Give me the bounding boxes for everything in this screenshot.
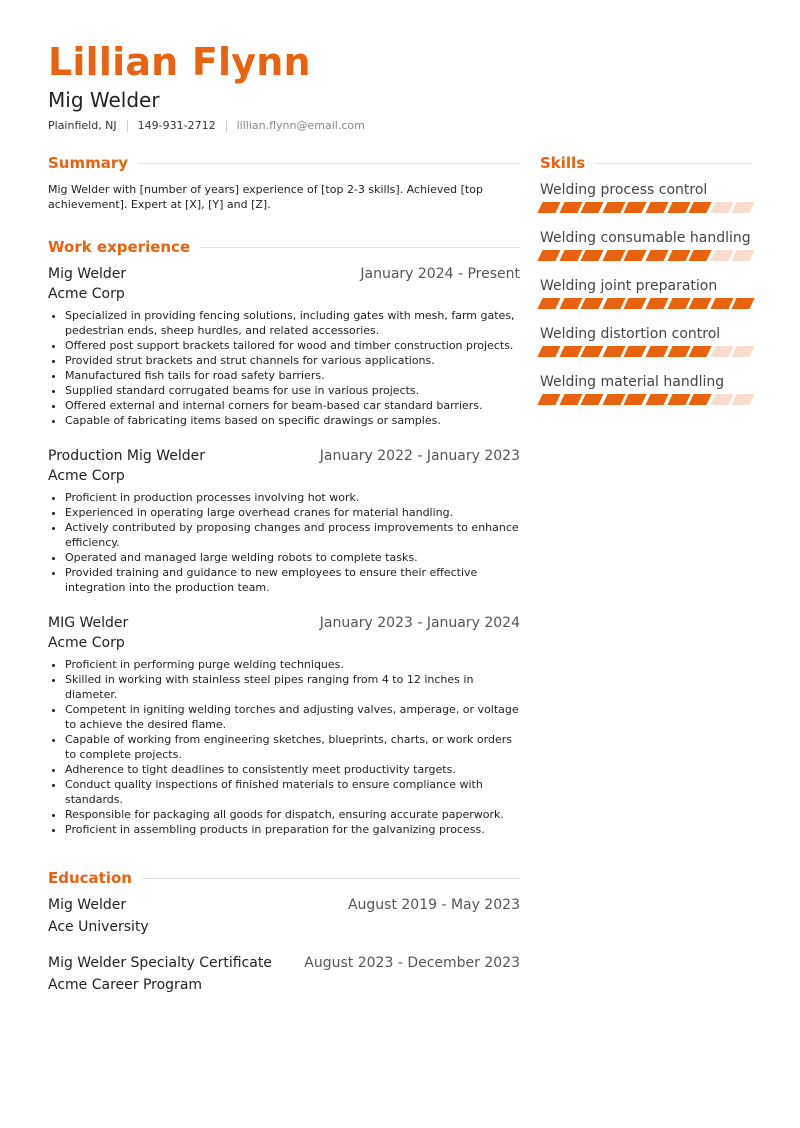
skill-segment-filled — [645, 298, 668, 309]
section-divider — [200, 247, 520, 248]
skill-segment-filled — [537, 298, 560, 309]
job-company: Acme Corp — [48, 468, 125, 484]
contact-divider — [226, 120, 227, 132]
education-header — [48, 897, 520, 913]
phone-text: 149-931-2712 — [137, 119, 216, 132]
skill-segment-filled — [581, 202, 604, 213]
job-entry — [48, 615, 520, 837]
job-title: Production Mig Welder — [48, 448, 206, 464]
education-dates: August 2019 - May 2023 — [347, 897, 520, 913]
sidebar-column — [540, 152, 752, 422]
skill-segment-filled — [689, 394, 712, 405]
skill-segment-empty — [732, 250, 755, 261]
skill-segment-filled — [732, 298, 755, 309]
skill-segment-filled — [537, 202, 560, 213]
job-header — [48, 448, 520, 464]
skill-segment-filled — [689, 298, 712, 309]
skill-item — [540, 182, 752, 213]
list-item: • Conduct quality inspections of finished materials to ensure compliance with standards. — [65, 777, 520, 807]
skill-segment-filled — [689, 250, 712, 261]
main-column — [48, 152, 520, 993]
school-name: Ace University — [48, 919, 149, 935]
skill-segment-filled — [667, 250, 690, 261]
job-bullets — [48, 490, 520, 595]
contact-divider — [127, 120, 128, 132]
job-bullets — [48, 657, 520, 837]
skill-segment-filled — [689, 346, 712, 357]
skill-segment-filled — [645, 346, 668, 357]
skill-segment-filled — [624, 394, 647, 405]
skill-segment-filled — [559, 250, 582, 261]
skill-segment-empty — [710, 346, 733, 357]
skill-segment-filled — [602, 298, 625, 309]
skill-segment-filled — [602, 202, 625, 213]
skill-segment-filled — [689, 202, 712, 213]
email-link[interactable]: lillian.flynn@email.com — [236, 119, 365, 132]
skill-segment-filled — [645, 394, 668, 405]
skill-segment-filled — [537, 346, 560, 357]
candidate-role: Mig Welder — [48, 88, 160, 112]
skill-name: Welding distortion control — [540, 326, 721, 342]
skill-segment-filled — [624, 250, 647, 261]
skill-item — [540, 278, 752, 309]
skill-segment-filled — [667, 394, 690, 405]
skill-segment-filled — [624, 298, 647, 309]
skills-title: Skills — [540, 154, 586, 172]
skill-segment-filled — [624, 346, 647, 357]
job-title: MIG Welder — [48, 615, 129, 631]
list-item: • Capable of fabricating items based on specific drawings or samples. — [65, 413, 520, 428]
skill-segment-empty — [732, 346, 755, 357]
skill-level-bar — [540, 202, 752, 213]
summary-title: Summary — [48, 154, 129, 172]
degree-title: Mig Welder Specialty Certificate — [48, 955, 272, 971]
skill-segment-filled — [559, 298, 582, 309]
list-item: • Offered external and internal corners for beam-based car standard barriers. — [65, 398, 520, 413]
list-item: • Capable of working from engineering sketches, blueprints, charts, or work orders to complete projects. — [65, 732, 520, 762]
degree-title: Mig Welder — [48, 897, 127, 913]
list-item: • Proficient in production processes involving hot work. — [65, 490, 520, 505]
job-dates: January 2024 - Present — [360, 266, 520, 282]
skill-level-bar — [540, 250, 752, 261]
school-name: Acme Career Program — [48, 977, 203, 993]
job-header — [48, 615, 520, 631]
skill-segment-empty — [710, 202, 733, 213]
contact-line — [48, 119, 365, 132]
skill-segment-filled — [667, 202, 690, 213]
location-text: Plainfield, NJ — [48, 119, 117, 132]
skill-name: Welding consumable handling — [540, 230, 751, 246]
list-item: • Offered post support brackets tailored for wood and timber construction projects. — [65, 338, 520, 353]
list-item: • Manufactured fish tails for road safety barriers. — [65, 368, 520, 383]
skill-level-bar — [540, 394, 752, 405]
list-item: • Provided strut brackets and strut channels for various applications. — [65, 353, 520, 368]
list-item: • Proficient in performing purge welding techniques. — [65, 657, 520, 672]
section-divider — [138, 163, 520, 164]
skill-item — [540, 374, 752, 405]
skill-segment-filled — [710, 298, 733, 309]
skill-segment-filled — [581, 394, 604, 405]
education-heading — [48, 867, 520, 889]
work-title: Work experience — [48, 238, 191, 256]
job-dates: January 2022 - January 2023 — [319, 448, 520, 464]
skill-segment-filled — [602, 250, 625, 261]
list-item: • Adherence to tight deadlines to consistently meet productivity targets. — [65, 762, 520, 777]
skill-segment-filled — [602, 394, 625, 405]
summary-text: Mig Welder with [number of years] experience of [top 2-3 skills]. Achieved [top achievement]. Expert at [X], [Y] and [Z]. — [48, 183, 483, 211]
list-item: • Competent in igniting welding torches and adjusting valves, amperage, or voltage to achieve the desired flame. — [65, 702, 520, 732]
list-item: • Skilled in working with stainless steel pipes ranging from 4 to 12 inches in diameter. — [65, 672, 520, 702]
skill-segment-empty — [732, 202, 755, 213]
work-heading — [48, 236, 520, 258]
list-item: • Supplied standard corrugated beams for use in various projects. — [65, 383, 520, 398]
skill-segment-empty — [710, 250, 733, 261]
skill-segment-filled — [645, 202, 668, 213]
candidate-name: Lillian Flynn — [48, 40, 311, 84]
skill-name: Welding joint preparation — [540, 278, 718, 294]
skill-segment-filled — [559, 394, 582, 405]
education-header — [48, 955, 520, 971]
skill-segment-filled — [581, 250, 604, 261]
skill-segment-filled — [537, 394, 560, 405]
job-entry — [48, 266, 520, 428]
education-title: Education — [48, 869, 132, 887]
list-item: • Specialized in providing fencing solutions, including gates with mesh, farm gates, pedestrian ends, sheep hurdles, and related accessories. — [65, 308, 520, 338]
skill-segment-empty — [710, 394, 733, 405]
list-item: • Experienced in operating large overhead cranes for material handling. — [65, 505, 520, 520]
skills-list — [540, 182, 752, 405]
skills-heading — [540, 152, 752, 174]
skill-segment-filled — [581, 346, 604, 357]
skill-segment-filled — [645, 250, 668, 261]
skill-name: Welding material handling — [540, 374, 725, 390]
skill-item — [540, 230, 752, 261]
skill-segment-empty — [732, 394, 755, 405]
education-dates: August 2023 - December 2023 — [304, 955, 520, 971]
skill-segment-filled — [581, 298, 604, 309]
job-entry — [48, 448, 520, 595]
skill-segment-filled — [537, 250, 560, 261]
section-divider — [595, 163, 752, 164]
list-item: • Responsible for packaging all goods for dispatch, ensuring accurate paperwork. — [65, 807, 520, 822]
job-header — [48, 266, 520, 282]
list-item: • Proficient in assembling products in preparation for the galvanizing process. — [65, 822, 520, 837]
job-company: Acme Corp — [48, 286, 125, 302]
skill-name: Welding process control — [540, 182, 708, 198]
job-title: Mig Welder — [48, 266, 127, 282]
list-item: • Actively contributed by proposing changes and process improvements to enhance efficiency. — [65, 520, 520, 550]
skill-segment-filled — [559, 202, 582, 213]
job-bullets — [48, 308, 520, 428]
summary-heading — [48, 152, 520, 174]
skill-segment-filled — [559, 346, 582, 357]
education-entry — [48, 955, 520, 993]
skill-segment-filled — [667, 298, 690, 309]
section-divider — [142, 878, 520, 879]
list-item: • Provided training and guidance to new employees to ensure their effective integration into the production team. — [65, 565, 520, 595]
job-company: Acme Corp — [48, 635, 125, 651]
skill-segment-filled — [602, 346, 625, 357]
skill-level-bar — [540, 298, 752, 309]
skill-segment-filled — [624, 202, 647, 213]
list-item: • Operated and managed large welding robots to complete tasks. — [65, 550, 520, 565]
education-entry — [48, 897, 520, 935]
job-dates: January 2023 - January 2024 — [319, 615, 520, 631]
skill-segment-filled — [667, 346, 690, 357]
skill-item — [540, 326, 752, 357]
skill-level-bar — [540, 346, 752, 357]
